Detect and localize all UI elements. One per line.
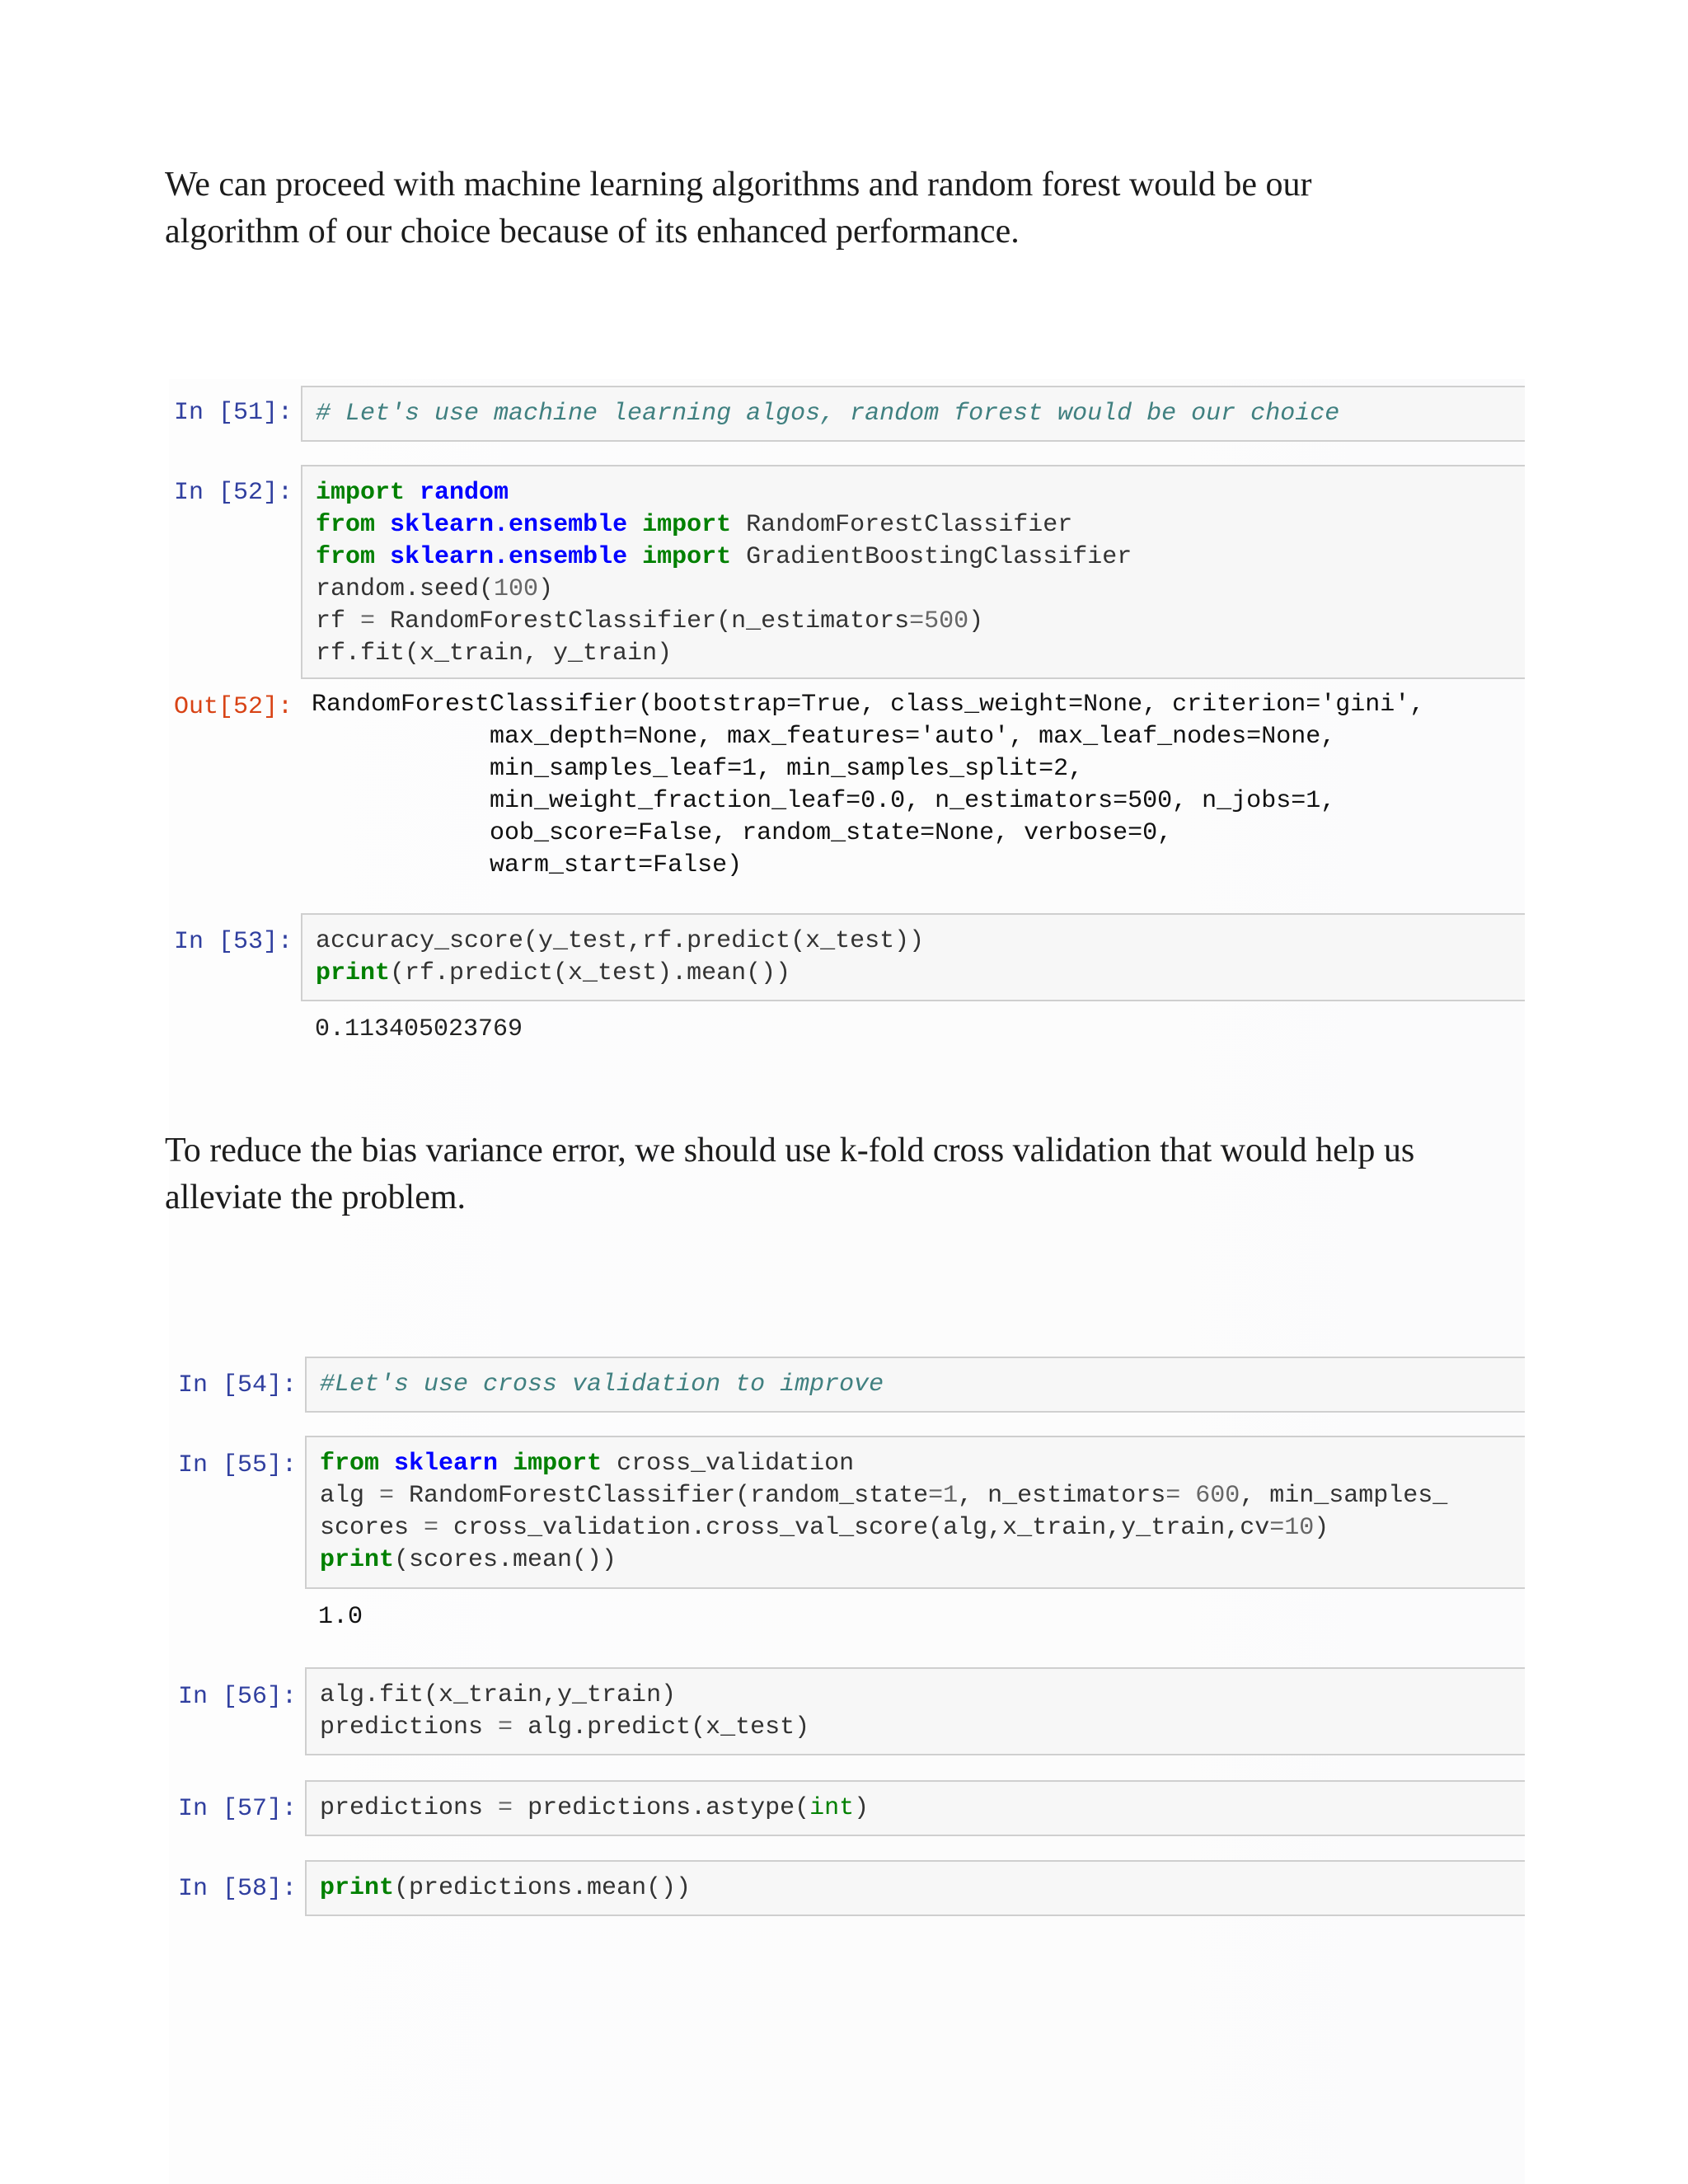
code-operator: =: [928, 1482, 944, 1510]
code-cell[interactable]: [305, 1780, 1525, 1836]
paragraph-line: algorithm of our choice because of its enhanced performance.: [165, 213, 1020, 251]
code-keyword: import: [642, 511, 732, 539]
code-text: (predictions.mean()): [394, 1874, 692, 1902]
code-operator: =: [360, 607, 376, 635]
code-comment: # Let's use machine learning algos, random forest would be our choice: [316, 400, 1340, 428]
code-operator: =: [1165, 1482, 1181, 1510]
code-text: (rf.predict(x_test).mean()): [390, 959, 791, 987]
code-text: alg.predict(x_test): [513, 1713, 810, 1741]
output-line: min_weight_fraction_leaf=0.0, n_estimators=500, n_jobs=1,: [312, 787, 1336, 815]
code-cell[interactable]: [305, 1436, 1525, 1589]
code-module: random: [420, 479, 509, 507]
input-prompt: In [53]:: [173, 928, 293, 956]
output-line: min_samples_leaf=1, min_samples_split=2,: [312, 755, 1084, 783]
markdown-paragraph-2: [165, 1127, 1517, 1221]
code-text: scores: [320, 1514, 424, 1542]
code-module: sklearn.ensemble: [390, 543, 628, 571]
code-cell[interactable]: [305, 1860, 1525, 1916]
output-line: warm_start=False): [312, 851, 743, 879]
code-keyword: import: [316, 479, 406, 507]
code-cell[interactable]: [305, 1357, 1525, 1413]
input-prompt: In [56]:: [177, 1683, 297, 1711]
code-module: sklearn.ensemble: [390, 511, 628, 539]
code-text: ): [854, 1794, 870, 1822]
code-text: ): [968, 607, 984, 635]
paragraph-line: To reduce the bias variance error, we should use k-fold cross validation that would help us: [165, 1132, 1415, 1169]
code-text: , n_estimators: [958, 1482, 1166, 1510]
code-cell[interactable]: [301, 386, 1525, 442]
code-operator: =: [909, 607, 925, 635]
code-operator: =: [424, 1514, 439, 1542]
code-text: random.seed(: [316, 575, 495, 603]
input-prompt: In [58]:: [177, 1875, 297, 1903]
code-text: predictions.astype(: [513, 1794, 810, 1822]
code-text: accuracy_score(y_test,rf.predict(x_test)): [316, 927, 925, 955]
code-name: RandomForestClassifier: [746, 511, 1073, 539]
output-line: max_depth=None, max_features='auto', max_leaf_nodes=None,: [312, 723, 1336, 751]
cell-output-truncated: [315, 1014, 523, 1024]
code-keyword: from: [320, 1450, 380, 1478]
code-builtin-print: print: [316, 959, 391, 987]
output-line: RandomForestClassifier(bootstrap=True, class_weight=None, criterion='gini',: [312, 691, 1425, 719]
code-cell[interactable]: [305, 1667, 1525, 1755]
paragraph-line: We can proceed with machine learning algorithms and random forest would be our: [165, 166, 1312, 204]
code-number: 500: [924, 607, 969, 635]
code-text: cross_validation.cross_val_score(alg,x_train,y_train,cv: [438, 1514, 1270, 1542]
code-operator: =: [379, 1482, 395, 1510]
input-prompt: In [57]:: [177, 1795, 297, 1823]
code-cell[interactable]: [301, 913, 1525, 1001]
code-text: predictions: [320, 1794, 499, 1822]
code-text: rf.fit(x_train, y_train): [316, 640, 673, 668]
code-text: ): [538, 575, 554, 603]
markdown-paragraph-1: [165, 162, 1517, 255]
code-operator: =: [498, 1794, 513, 1822]
code-keyword: import: [642, 543, 732, 571]
output-prompt: Out[52]:: [173, 693, 293, 721]
code-text: ): [1314, 1514, 1329, 1542]
code-builtin-print: print: [320, 1874, 395, 1902]
code-number: 1: [943, 1482, 959, 1510]
code-text: predictions: [320, 1713, 499, 1741]
code-text: RandomForestClassifier(n_estimators: [375, 607, 910, 635]
code-operator: =: [498, 1713, 513, 1741]
code-keyword: import: [513, 1450, 603, 1478]
code-builtin-print: print: [320, 1546, 395, 1574]
code-number: 600: [1180, 1482, 1240, 1510]
code-builtin: int: [809, 1794, 855, 1822]
code-keyword: from: [316, 511, 376, 539]
input-prompt: In [51]:: [173, 399, 293, 427]
code-keyword: from: [316, 543, 376, 571]
code-operator: =: [1269, 1514, 1285, 1542]
paragraph-line: alleviate the problem.: [165, 1179, 467, 1216]
input-prompt: In [52]:: [173, 479, 293, 507]
code-text: , min_samples_: [1240, 1482, 1448, 1510]
code-comment: #Let's use cross validation to improve: [320, 1371, 884, 1399]
code-text: RandomForestClassifier(random_state: [394, 1482, 929, 1510]
code-name: cross_validation: [617, 1450, 855, 1478]
input-prompt: In [54]:: [177, 1371, 297, 1399]
code-number: 10: [1284, 1514, 1315, 1542]
code-text: rf: [316, 607, 361, 635]
code-text: alg.fit(x_train,y_train): [320, 1681, 677, 1709]
output-line: oob_score=False, random_state=None, verbose=0,: [312, 819, 1173, 847]
code-module: sklearn: [394, 1450, 499, 1478]
code-text: (scores.mean()): [394, 1546, 617, 1574]
code-cell[interactable]: [301, 465, 1525, 679]
code-name: GradientBoostingClassifier: [746, 543, 1132, 571]
cell-output: [318, 1601, 363, 1633]
cell-output: [312, 689, 1424, 882]
code-text: alg: [320, 1482, 380, 1510]
input-prompt: In [55]:: [177, 1451, 297, 1479]
output-line: 1.0: [318, 1603, 363, 1631]
code-number: 100: [494, 575, 539, 603]
